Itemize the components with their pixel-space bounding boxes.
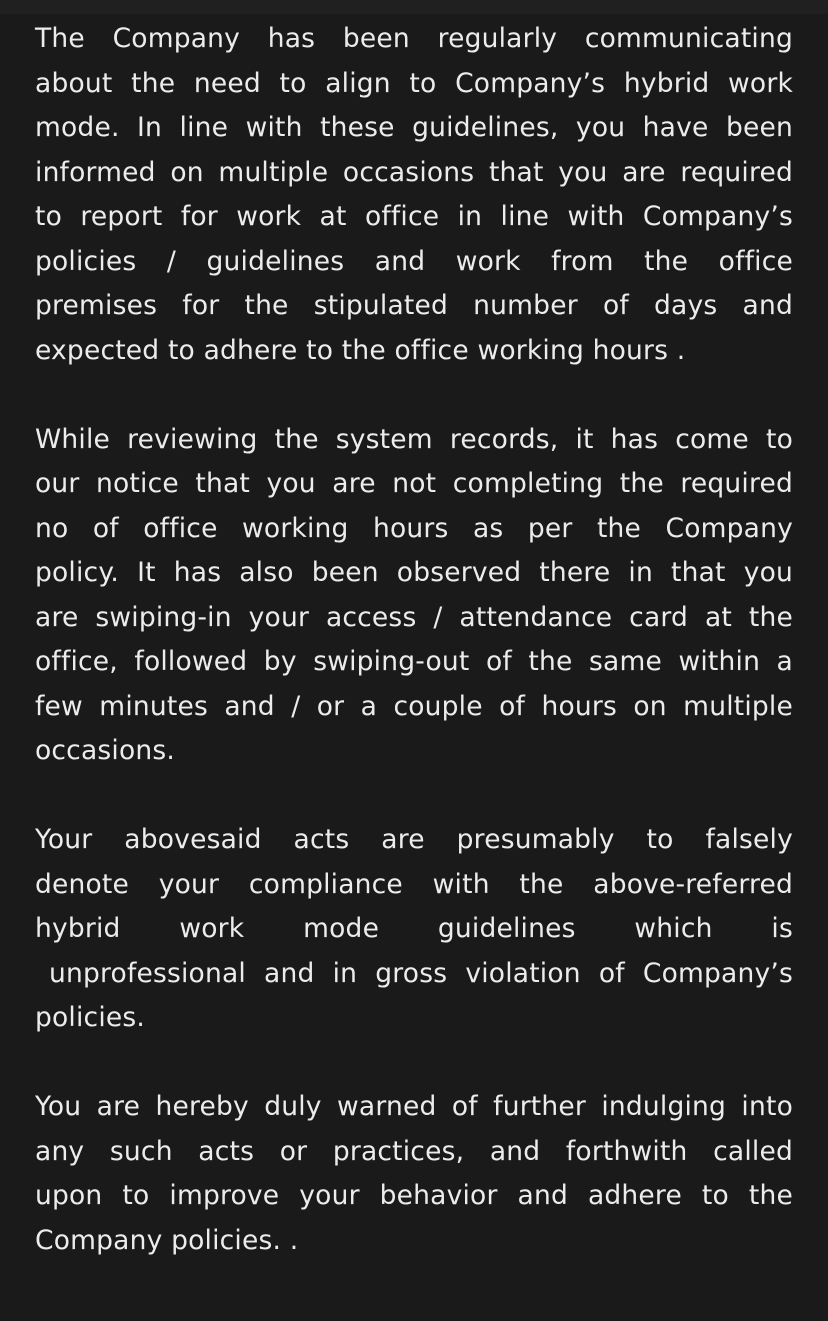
text-line: Company policies. . <box>35 1224 299 1256</box>
text-line: You are hereby duly warned of further indulging into <box>35 1091 793 1122</box>
text-line: premises for the stipulated number of days and <box>35 290 793 321</box>
paragraph-system-records <box>35 418 793 774</box>
text-line: policies / guidelines and work from the office <box>35 245 793 277</box>
text-line: no of office working hours as per the Company <box>35 512 793 544</box>
text-line: any such acts or practices, and forthwith called <box>35 1135 793 1167</box>
text-line: While reviewing the system records, it has come to <box>35 423 793 455</box>
warning-letter-body <box>35 17 793 1308</box>
top-edge-bar <box>0 0 828 14</box>
text-line: office, followed by swiping-out of the same within a <box>35 646 793 677</box>
text-line: informed on multiple occasions that you are required <box>35 156 793 188</box>
text-line: about the need to align to Company’s hybrid work <box>35 67 793 99</box>
text-line: are swiping-in your access / attendance card at the <box>35 601 793 633</box>
text-line: The Company has been regularly communicating <box>35 23 793 54</box>
text-line: occasions. <box>35 735 175 766</box>
text-line: our notice that you are not completing the required <box>35 468 793 499</box>
text-line: expected to adhere to the office working hours . <box>35 334 686 366</box>
text-line: Your abovesaid acts are presumably to falsely <box>35 824 793 855</box>
text-line: denote your compliance with the above-referred <box>35 868 793 900</box>
text-line: hybrid work mode guidelines which is <box>35 913 793 944</box>
text-line: few minutes and / or a couple of hours on multiple <box>35 690 793 722</box>
text-line: upon to improve your behavior and adhere to the <box>35 1180 793 1211</box>
text-line: policy. It has also been observed there in that you <box>35 557 793 588</box>
paragraph-warning <box>35 1085 793 1263</box>
text-line: policies. <box>35 1002 146 1033</box>
text-line: mode. In line with these guidelines, you have been <box>35 112 793 143</box>
text-line: unprofessional and in gross violation of Company’s <box>49 957 793 989</box>
text-line: to report for work at office in line with Company’s <box>35 201 793 232</box>
paragraph-violation <box>35 818 793 1041</box>
paragraph-hybrid-work-guidelines <box>35 17 793 373</box>
